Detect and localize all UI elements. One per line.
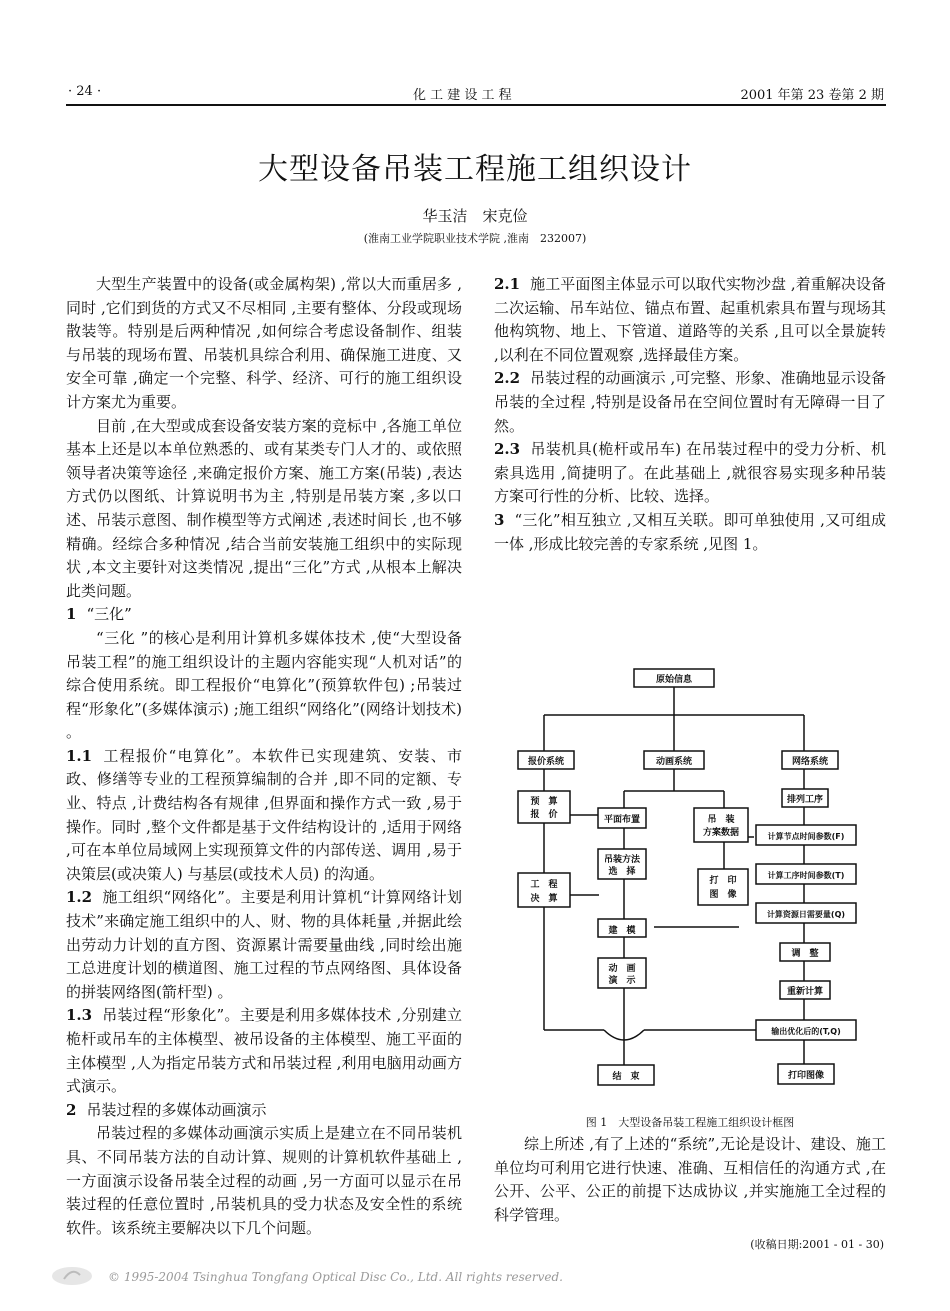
flow-label: 调 整 xyxy=(791,949,819,959)
flow-label: 平面布置 xyxy=(603,815,641,825)
subsection-text: 吊装过程的动画演示 ,可完整、形象、准确地显示设备吊装的全过程 ,特别是设备吊在空间位置时有无障碍一目了然。 xyxy=(494,369,886,435)
paragraph: “三化 ”的核心是利用计算机多媒体技术 ,使“大型设备吊装工程”的施工组织设计的主题内容能实现“人机对话”的综合使用系统。即工程报价“电算化”(预算软件包) ;吊装过程“形象化”(多媒体演示) ;施工组织“网络化”(网络计划技术) 。 xyxy=(66,628,462,742)
subsection-number: 1.1 xyxy=(66,746,93,765)
flow-label: 打印图像 xyxy=(787,1071,825,1081)
section-number: 1 xyxy=(66,605,77,624)
section-title: “三化” xyxy=(86,605,132,624)
subsection xyxy=(66,886,462,1004)
subsection-text: 吊装过程“形象化”。主要是利用多媒体技术 ,分别建立桅杆或吊车的主体模型、被吊设备的主体模型、施工平面的主体模型 ,人为指定吊装方式和吊装过程 ,利用电脑用动画方式演示。 xyxy=(66,1006,462,1096)
flow-label: 报 价 xyxy=(530,810,558,820)
paragraph: 吊装过程的多媒体动画演示实质上是建立在不同吊装机具、不同吊装方法的自动计算、规则的计算机软件基础上 ,一方面演示设备吊装全过程的动画 ,另一方面可以显示在吊装过程的任意位置时 ,吊装机具的受力状态及安全性的系统软件。该系统主要解决以下几个问题。 xyxy=(66,1124,462,1237)
flow-label: 工 程 xyxy=(530,880,558,890)
received-date: (收稿日期:2001 - 01 - 30) xyxy=(750,1238,884,1251)
subsection-number: 2.3 xyxy=(494,440,521,459)
affiliation: (淮南工业学院职业技术学院 ,淮南 232007) xyxy=(363,232,587,245)
flow-label: 结 束 xyxy=(612,1072,640,1082)
subsection xyxy=(494,367,886,438)
left-column xyxy=(66,273,462,1240)
subsection xyxy=(66,745,462,887)
flow-label: 决 算 xyxy=(530,894,558,904)
flow-label: 报价系统 xyxy=(527,757,565,767)
copyright-notice: © 1995-2004 Tsinghua Tongfang Optical Disc Co., Ltd. All rights reserved. xyxy=(108,1270,563,1284)
flow-label: 方案数据 xyxy=(702,828,740,838)
flowchart-figure xyxy=(494,665,886,1105)
flow-label: 计算工序时间参数(T) xyxy=(767,871,845,880)
flow-label: 动画系统 xyxy=(655,757,693,767)
flow-label: 网络系统 xyxy=(791,757,829,767)
journal-name: 化 工 建 设 工 程 xyxy=(413,88,512,103)
section-heading xyxy=(66,1099,462,1123)
subsection-number: 1.3 xyxy=(66,1006,93,1025)
subsection-text: 工程报价“电算化”。本软件已实现建筑、安装、市政、修缮等专业的工程预算编制的合并 ,即不同的定额、专业、特点 ,计费结构各有规律 ,但界面和操作方式一致 ,易于操作。同时 ,整个文件都是基于文件结构设计的 ,适用于网络 ,可在本单位局域网上实现预算文件的内部传送、调用 ,易于决策层(或决策人) 与基层(或技术人员) 的沟通。 xyxy=(66,746,462,883)
flow-label: 打 印 xyxy=(709,876,737,886)
authors: 华玉洁 宋克俭 xyxy=(422,207,528,225)
subsection-text: 吊装机具(桅杆或吊车) 在吊装过程中的受力分析、机索具选用 ,简捷明了。在此基础上 ,就很容易实现多种吊装方案可行性的分析、比较、选择。 xyxy=(494,440,886,506)
subsection xyxy=(494,273,886,367)
figure-caption: 图 1 大型设备吊装工程施工组织设计框图 xyxy=(585,1116,795,1129)
section-title: 吊装过程的多媒体动画演示 xyxy=(86,1100,267,1119)
flow-label: 预 算 xyxy=(530,797,558,807)
subsection-text: 施工平面图主体显示可以取代实物沙盘 ,着重解决设备二次运输、吊车站位、锚点布置、起重机索具布置与现场其他构筑物、地上、下管道、道路等的关系 ,且可以全景旋转 ,以利在不同位置观察 ,选择最佳方案。 xyxy=(494,275,886,364)
paragraph: 目前 ,在大型或成套设备安装方案的竞标中 ,各施工单位基本上还是以本单位熟悉的、或有某类专门人才的、或依照领导者决策等途径 ,来确定报价方案、施工方案(吊装) ,表达方式仍以图纸、计算说明书为主 ,特别是吊装方案 ,多以口述、吊装示意图、制作模型等方式阐述 ,表述时间长 ,也不够精确。经综合多种情况 ,结合当前安装施工组织中的实际现状 ,本文主要针对这类情况 ,提出“三化”方式 ,从根本上解决此类问题。 xyxy=(66,416,462,600)
flow-label: 演 示 xyxy=(608,976,636,986)
subsection xyxy=(494,438,886,509)
section-number: 2 xyxy=(66,1100,77,1119)
subsection-text: “三化”相互独立 ,又相互关联。即可单独使用 ,又可组成一体 ,形成比较完善的专家系统 ,见图 1。 xyxy=(494,510,886,553)
subsection xyxy=(494,509,886,556)
right-column-end xyxy=(494,1133,886,1227)
flow-label: 输出优化后的(T,Q) xyxy=(771,1027,841,1036)
header-rule xyxy=(66,104,886,106)
page-number: · 24 · xyxy=(68,84,102,99)
subsection-number: 3 xyxy=(494,510,505,529)
flow-label: 选 择 xyxy=(608,867,636,877)
subsection-number: 1.2 xyxy=(66,888,93,907)
flow-label: 计算节点时间参数(F) xyxy=(767,832,845,841)
subsection-text: 施工组织“网络化”。主要是利用计算机“计算网络计划技术”来确定施工组织中的人、财、物的具体耗量 ,并据此绘出劳动力计划的直方图、资源累计需要量曲线 ,同时绘出施工总进度计划的横道图、施工过程的节点网络图、具体设备的拼装网络图(箭杆型) 。 xyxy=(66,888,462,1001)
flow-label: 吊装方法 xyxy=(603,855,641,865)
flow-label: 原始信息 xyxy=(655,675,693,685)
issue-info: 2001 年第 23 卷第 2 期 xyxy=(740,88,884,103)
subsection xyxy=(66,1004,462,1098)
section-heading xyxy=(66,603,462,627)
flow-label: 排列工序 xyxy=(786,795,824,805)
flow-label: 动 画 xyxy=(608,964,636,974)
paper-title: 大型设备吊装工程施工组织设计 xyxy=(258,152,692,187)
paragraph: 大型生产装置中的设备(或金属构架) ,常以大而重居多 ,同时 ,它们到货的方式又不尽相同 ,主要有整体、分段或现场散装等。特别是后两种情况 ,如何综合考虑设备制作、组装与吊装的现场布置、吊装机具综合利用、确保施工进度、又安全可靠 ,确定一个完整、科学、经济、可行的施工组织设计方案尤为重要。 xyxy=(66,275,462,411)
flow-label: 建 模 xyxy=(608,926,636,936)
subsection-number: 2.2 xyxy=(494,369,521,388)
flow-label: 吊 装 xyxy=(707,815,735,825)
subsection-number: 2.1 xyxy=(494,275,521,293)
paragraph: 综上所述 ,有了上述的“系统”,无论是设计、建设、施工单位均可利用它进行快速、准确、互相信任的沟通方式 ,在公开、公平、公正的前提下达成协议 ,并实施施工全过程的科学管理。 xyxy=(494,1135,886,1224)
publisher-logo xyxy=(50,1265,94,1287)
flow-label: 图 像 xyxy=(709,890,737,900)
right-column xyxy=(494,273,886,556)
flow-label: 计算资源日需要量(Q) xyxy=(766,910,846,919)
flow-label: 重新计算 xyxy=(786,987,824,997)
